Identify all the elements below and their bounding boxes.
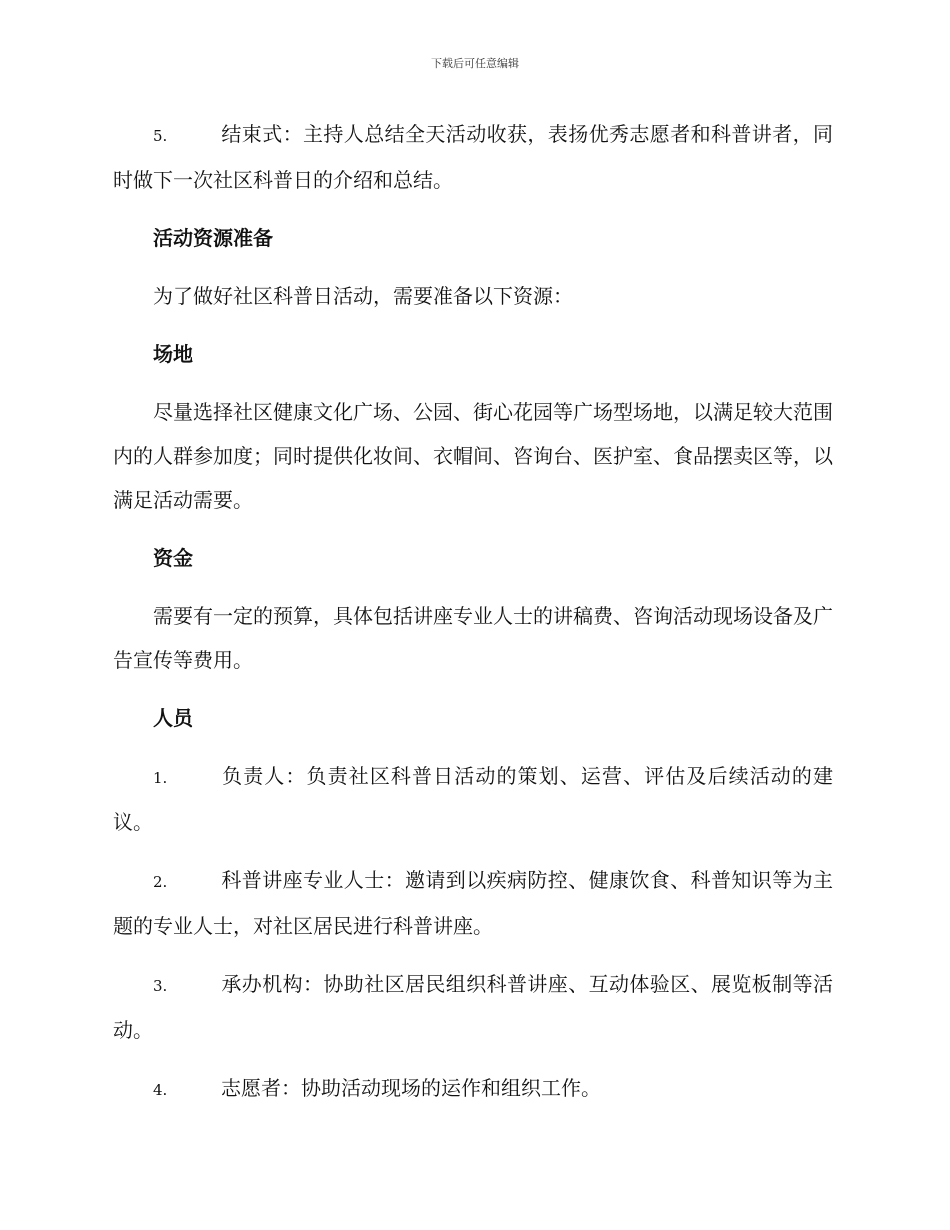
section-heading-resources: 活动资源准备: [153, 226, 273, 250]
funds-paragraph: 需要有一定的预算，具体包括讲座专业人士的讲稿费、咨询活动现场设备及广告宣传等费用。: [113, 604, 833, 672]
list-item: [113, 858, 833, 948]
document-body: [113, 112, 833, 1126]
list-item-closing: [113, 112, 833, 202]
list-number: 4.: [153, 1081, 168, 1099]
list-text: 承办机构：协助社区居民组织科普讲座、互动体验区、展览板制等活动。: [113, 972, 833, 1042]
page-header: 下载后可任意编辑: [431, 57, 519, 70]
list-number: 2.: [153, 873, 168, 891]
resources-intro: 为了做好社区科普日活动，需要准备以下资源：: [153, 284, 573, 308]
list-item: [113, 1066, 833, 1112]
list-text: 负责人：负责社区科普日活动的策划、运营、评估及后续活动的建议。: [113, 764, 833, 834]
venue-paragraph: 尽量选择社区健康文化广场、公园、街心花园等广场型场地，以满足较大范围内的人群参加度；同时提供化妆间、衣帽间、咨询台、医护室、食品摆卖区等，以满足活动需要。: [113, 400, 833, 512]
subheading-funds: 资金: [153, 546, 193, 570]
list-number: 3.: [153, 977, 168, 995]
list-item: [113, 754, 833, 844]
subheading-staff: 人员: [153, 706, 193, 730]
subheading-venue: 场地: [153, 342, 193, 366]
list-text: 志愿者：协助活动现场的运作和组织工作。: [221, 1076, 601, 1100]
list-number: 1.: [153, 769, 168, 787]
list-text: 结束式：主持人总结全天活动收获，表扬优秀志愿者和科普讲者，同时做下一次社区科普日的介绍和总结。: [113, 122, 833, 192]
list-text: 科普讲座专业人士：邀请到以疾病防控、健康饮食、科普知识等为主题的专业人士，对社区居民进行科普讲座。: [113, 868, 833, 938]
list-item: [113, 962, 833, 1052]
list-number: 5.: [153, 127, 168, 145]
